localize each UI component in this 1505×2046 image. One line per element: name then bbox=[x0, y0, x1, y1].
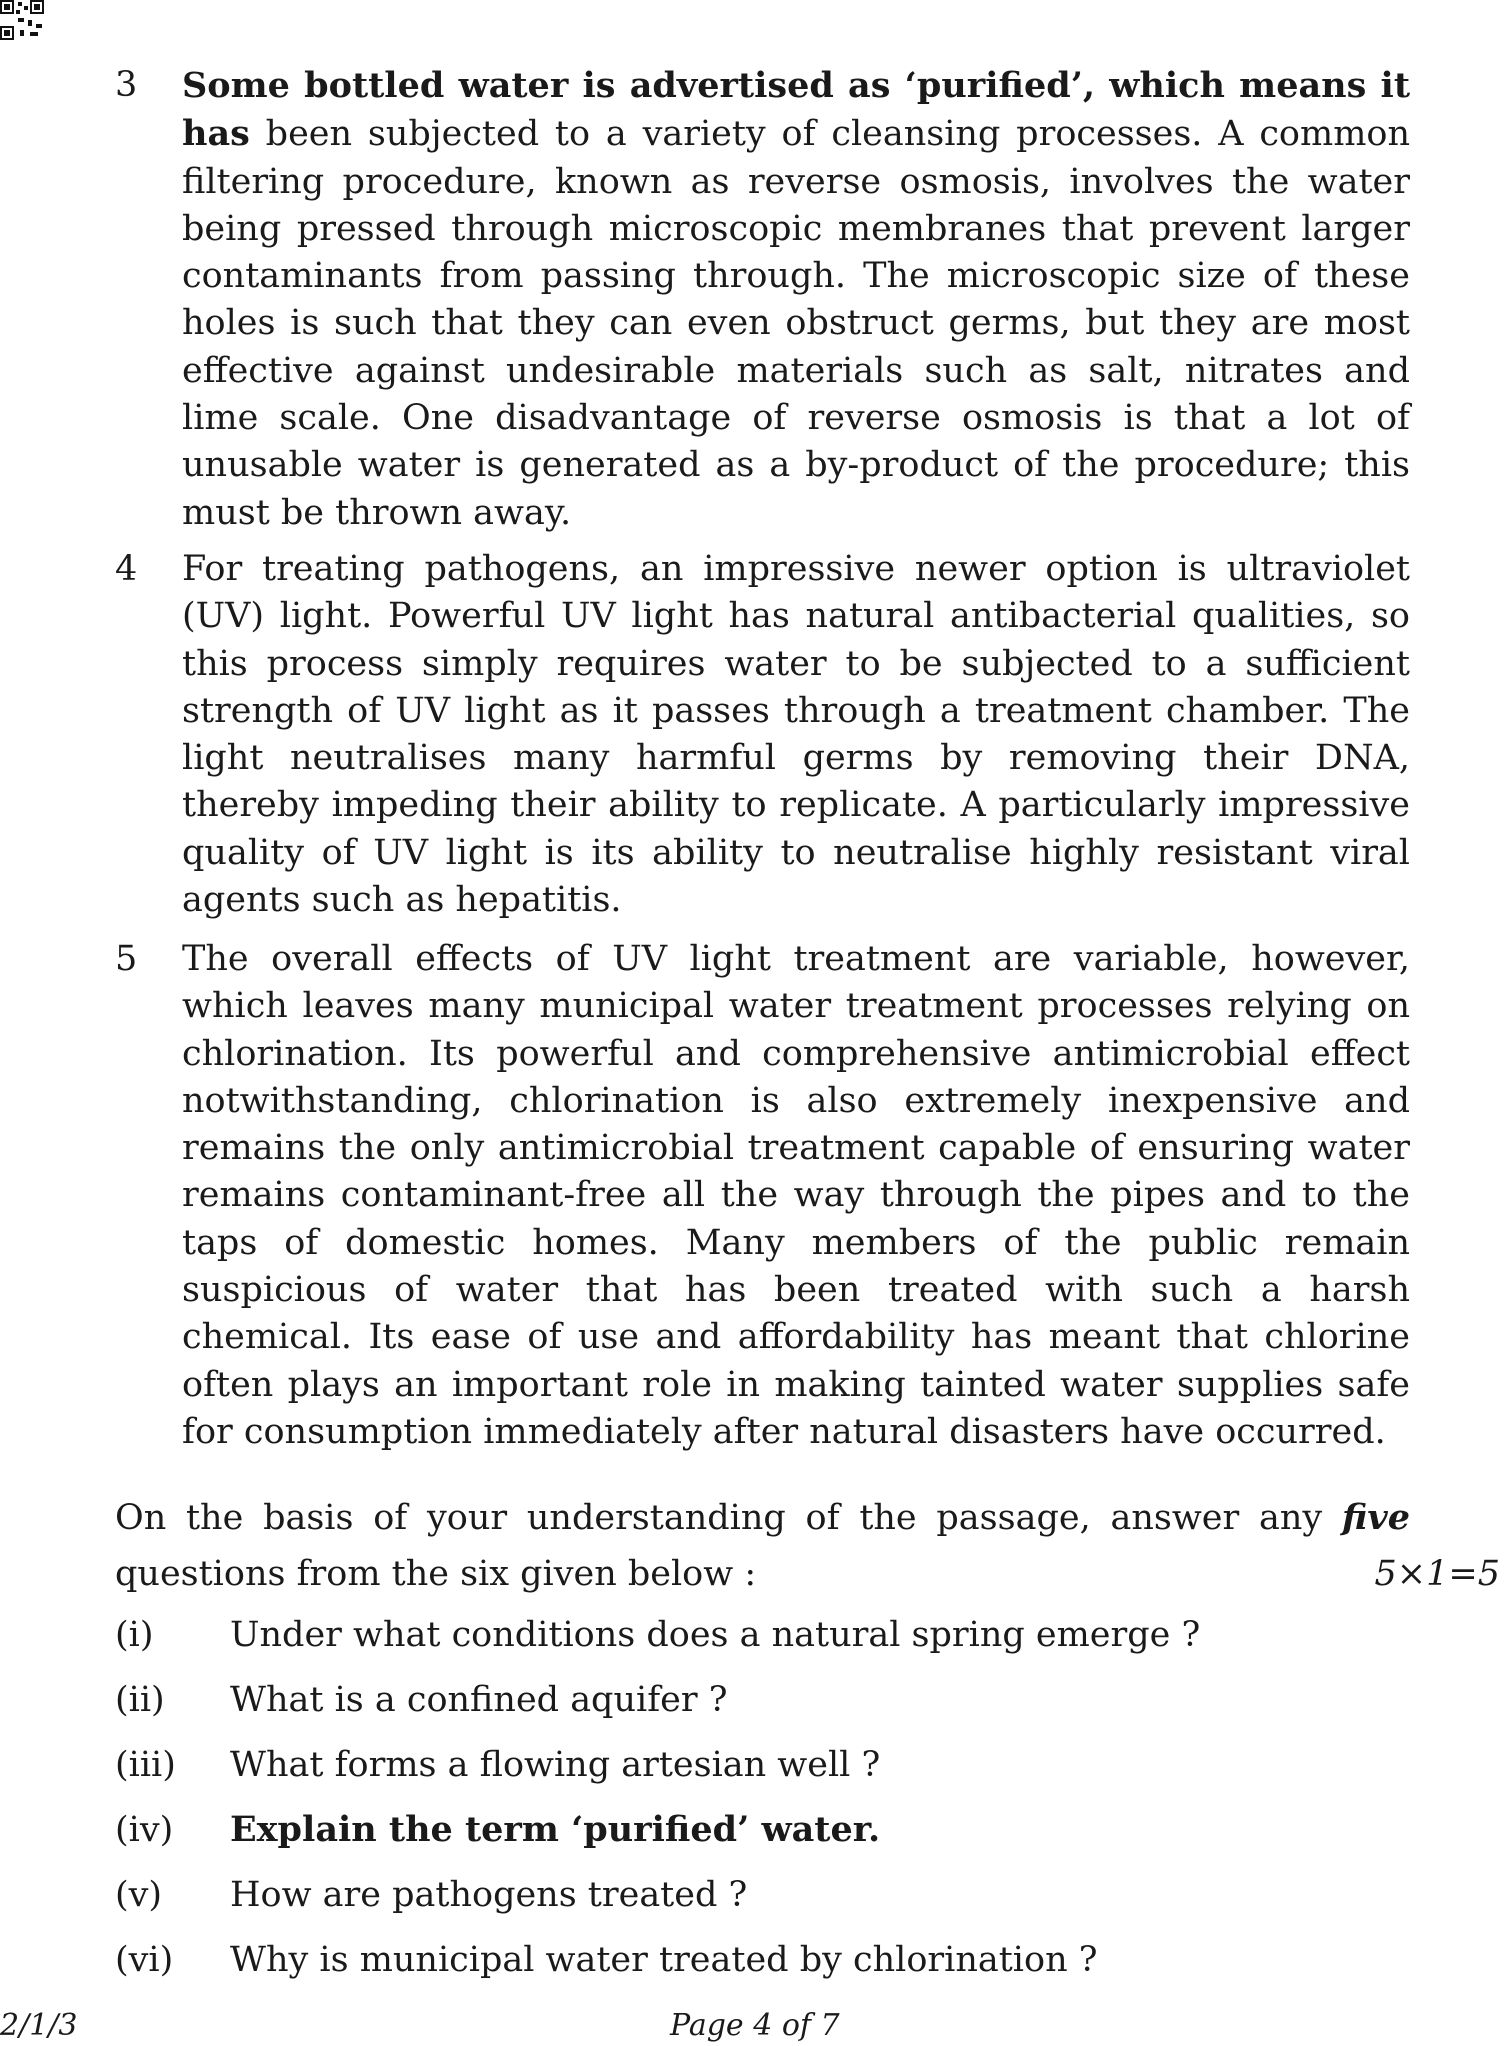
question-item bbox=[115, 1610, 1410, 1675]
question-number: (ii) bbox=[115, 1680, 165, 1720]
question-text: What forms a flowing artesian well ? bbox=[230, 1745, 881, 1785]
question-text: Under what conditions does a natural spring emerge ? bbox=[230, 1615, 1201, 1655]
paragraph-text: For treating pathogens, an impressive newer option is ultraviolet (UV) light. Powerful UV light has natural antibacterial qualities, so this process simply requires water to be subjected to a sufficient strength of UV light as it passes through a treatment chamber. The light neutralises many harmful germs by removing their DNA, thereby impeding their ability to replicate. A particularly impressive quality of UV light is its ability to neutralise highly resistant viral agents such as hepatitis. bbox=[182, 549, 1410, 921]
paragraph-text: been subjected to a variety of cleansing processes. A common filtering procedure, known as reverse osmosis, involves the water being pressed through microscopic membranes that prevent larger contaminants from passing through. The microscopic size of these holes is such that they can even obstruct germs, but they are most effective against undesirable materials such as salt, nitrates and lime scale. One disadvantage of reverse osmosis is that a lot of unusable water is generated as a by-product of the procedure; this must be thrown away. bbox=[182, 114, 1410, 533]
question-number: (i) bbox=[115, 1615, 154, 1655]
question-text: What is a confined aquifer ? bbox=[230, 1680, 728, 1720]
instruction-text-end: questions from the six given below : bbox=[115, 1554, 757, 1594]
question-number: (iii) bbox=[115, 1745, 176, 1785]
paragraph-text: The overall effects of UV light treatment are variable, however, which leaves many municipal water treatment processes relying on chlorination. Its powerful and comprehensive antimicrobial effect notwithstanding, chlorination is also extremely inexpensive and remains the only antimicrobial treatment capable of ensuring water remains contaminant-free all the way through the pipes and to the taps of domestic homes. Many members of the public remain suspicious of water that has been treated with such a harsh chemical. Its ease of use and affordability has meant that chlorine often plays an important role in making tainted water supplies safe for consumption immediately after natural disasters have occurred. bbox=[182, 939, 1410, 1452]
paragraph-lead: Some bottled water is advertised as ‘purified’, which means it has bbox=[182, 65, 1410, 155]
question-item bbox=[115, 1740, 1410, 1805]
qr-code-icon bbox=[0, 0, 44, 40]
paragraph-number: 4 bbox=[115, 549, 138, 589]
marks-label: 5×1=5 bbox=[1374, 1554, 1500, 1594]
instruction bbox=[115, 1490, 1410, 1602]
question-text: Explain the term ‘purified’ water. bbox=[230, 1809, 881, 1850]
paragraph-body bbox=[182, 936, 1410, 1456]
paragraph-number: 5 bbox=[115, 939, 138, 979]
page-number: Page 4 of 7 bbox=[670, 2008, 840, 2043]
question-item bbox=[115, 1935, 1410, 2000]
paragraph-body bbox=[182, 546, 1410, 924]
question-text: How are pathogens treated ? bbox=[230, 1875, 748, 1915]
instruction-emphasis: five bbox=[1341, 1497, 1410, 1538]
question-number: (vi) bbox=[115, 1940, 174, 1980]
paragraph-body bbox=[182, 62, 1410, 537]
question-number: (v) bbox=[115, 1875, 163, 1915]
paragraph-number: 3 bbox=[115, 65, 138, 105]
question-item bbox=[115, 1675, 1410, 1740]
question-list bbox=[115, 1610, 1410, 2000]
question-number: (iv) bbox=[115, 1810, 174, 1850]
instruction-text: On the basis of your understanding of the passage, answer any bbox=[115, 1498, 1342, 1538]
question-item bbox=[115, 1805, 1410, 1870]
question-text: Why is municipal water treated by chlorination ? bbox=[230, 1940, 1098, 1980]
question-item bbox=[115, 1870, 1410, 1935]
paper-code: 2/1/3 bbox=[0, 2008, 78, 2043]
